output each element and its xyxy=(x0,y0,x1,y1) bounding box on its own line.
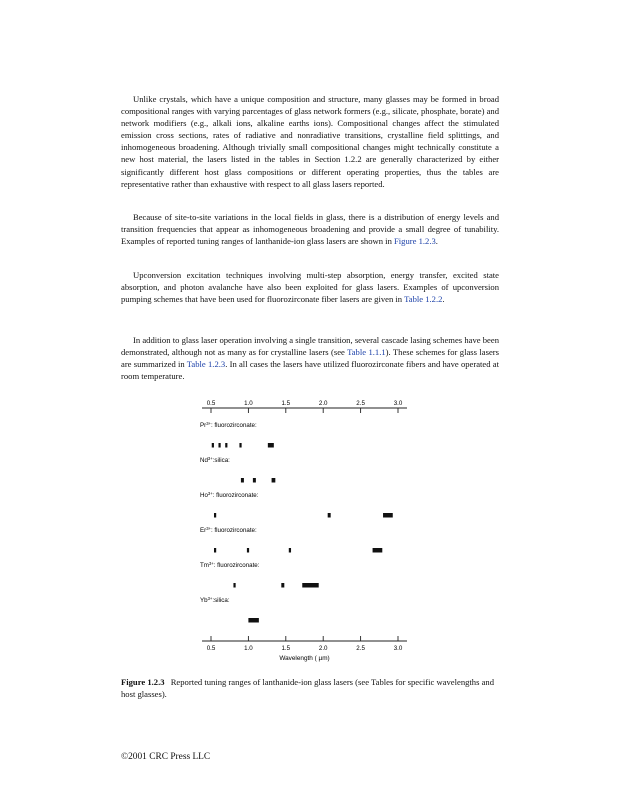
tuning-range-bar xyxy=(328,513,331,518)
tuning-range-bar xyxy=(383,513,393,518)
ion-label: $Nd^{3+}:silica$: xyxy=(200,455,230,464)
paragraph-text: ). These schemes for glass lasers are summarized in xyxy=(121,347,499,370)
paragraph-text: . xyxy=(442,294,445,305)
tuning-range-bar xyxy=(373,548,383,553)
bottom-tick-label: 0.5 xyxy=(206,645,216,652)
paragraph-tunability xyxy=(121,211,499,247)
tuning-range-bar xyxy=(272,478,276,483)
ion-label: $Pr^{3+}$: fluorozirconate: xyxy=(200,420,257,429)
ion-label: $Tm^{3+}$: fluorozirconate: xyxy=(200,560,260,569)
paragraph-upconversion xyxy=(121,269,499,305)
bottom-tick-label: 1.5 xyxy=(281,645,291,652)
tuning-range-bar xyxy=(225,443,227,448)
figure-label: Figure 1.2.3 xyxy=(121,677,165,687)
top-tick-label: 1.0 xyxy=(244,400,253,407)
paragraph-text: . xyxy=(435,236,438,247)
paragraph-text: . In all cases the lasers have utilized fluorozirconate fibers and have operated at room temperature. xyxy=(121,359,499,382)
paragraph-text: In addition to glass laser operation involving a single transition, several cascade lasing schemes have been demonstrated, although not as many as for crystalline lasers (see xyxy=(121,335,499,358)
cross-reference-link[interactable]: Table 1.2.2 xyxy=(404,294,443,305)
top-tick-label: 0.5 xyxy=(206,400,216,407)
paragraph-text: Because of site-to-site variations in the local fields in glass, there is a distribution of energy levels and transition frequencies that appear as inhomogeneous broadening and provide a small degree of tunability. Examples of reported tuning ranges of lanthanide-ion glass lasers are shown in xyxy=(121,212,499,247)
copyright-footer: ©2001 CRC Press LLC xyxy=(121,752,211,762)
tuning-range-bar xyxy=(302,583,318,588)
figure-caption-text: Reported tuning ranges of lanthanide-ion glass lasers (see Tables for specific wavelengths and host glasses). xyxy=(121,677,495,700)
tuning-range-bar xyxy=(253,478,256,483)
tuning-range-bar xyxy=(241,478,244,483)
paragraph-cascade xyxy=(121,334,499,382)
x-axis-label: Wavelength ( µm) xyxy=(279,655,330,662)
top-tick-label: 1.5 xyxy=(281,400,291,407)
ion-label: $Yb^{3+}:silica$: xyxy=(200,595,230,604)
bottom-tick-label: 2.0 xyxy=(318,645,328,652)
tuning-range-bar xyxy=(247,548,249,553)
cross-reference-link[interactable]: Table 1.2.3 xyxy=(186,359,226,370)
tuning-range-bar xyxy=(289,548,291,553)
tuning-range-bar xyxy=(248,618,258,623)
ion-label: $Ho^{3+}$: fluorozirconate: xyxy=(200,490,259,499)
tuning-range-chart xyxy=(190,397,420,667)
tuning-range-bar xyxy=(218,443,220,448)
paragraph-text: Unlike crystals, which have a unique composition and structure, many glasses may be formed in broad compositional ranges with varying parcentages of glass network formers (e.g., silicate, phosphate, borate) and network modifiers (e.g., alkali ions, alkaline earths ions). Compositional changes affect the stimulated emission cross sections, rates of radiative and nonradiative transitions, crystalline field splittings, and inhomogeneous broadening. Although trivially small compositional changes might technically constitute a new host material, the lasers listed in the tables in Section 1.2.2 are generally characterized by either significantly different host glass compositions or different operating properties, thus the tables are representative rather than exhaustive with respect to all glass lasers reported. xyxy=(121,94,500,189)
tuning-range-bar xyxy=(281,583,284,588)
tuning-range-bar xyxy=(212,443,214,448)
tuning-range-bar xyxy=(233,583,235,588)
cross-reference-link[interactable]: Table 1.1.1 xyxy=(347,347,386,358)
cross-reference-link[interactable]: Figure 1.2.3 xyxy=(394,236,436,247)
tuning-range-bar xyxy=(214,513,216,518)
paragraph-text: Upconversion excitation techniques involving multi-step absorption, energy transfer, excited state absorption, and photon avalanche have also been exploited for glass lasers. Examples of upconversion pumping schemes that have been used for fluorozirconate fiber lasers are given in xyxy=(121,270,499,305)
bottom-tick-label: 1.0 xyxy=(244,645,253,652)
paragraph-composition xyxy=(121,93,499,190)
top-tick-label: 2.5 xyxy=(356,400,365,407)
figure-caption xyxy=(121,676,499,700)
bottom-tick-label: 2.5 xyxy=(356,645,365,652)
ion-label: $Er^{3+}$: fluorozirconate: xyxy=(200,525,257,534)
tuning-range-bar xyxy=(268,443,274,448)
bottom-tick-label: 3.0 xyxy=(393,645,403,652)
top-tick-label: 3.0 xyxy=(393,400,403,407)
tuning-range-bar xyxy=(214,548,216,553)
tuning-range-bar xyxy=(239,443,241,448)
top-tick-label: 2.0 xyxy=(318,400,328,407)
